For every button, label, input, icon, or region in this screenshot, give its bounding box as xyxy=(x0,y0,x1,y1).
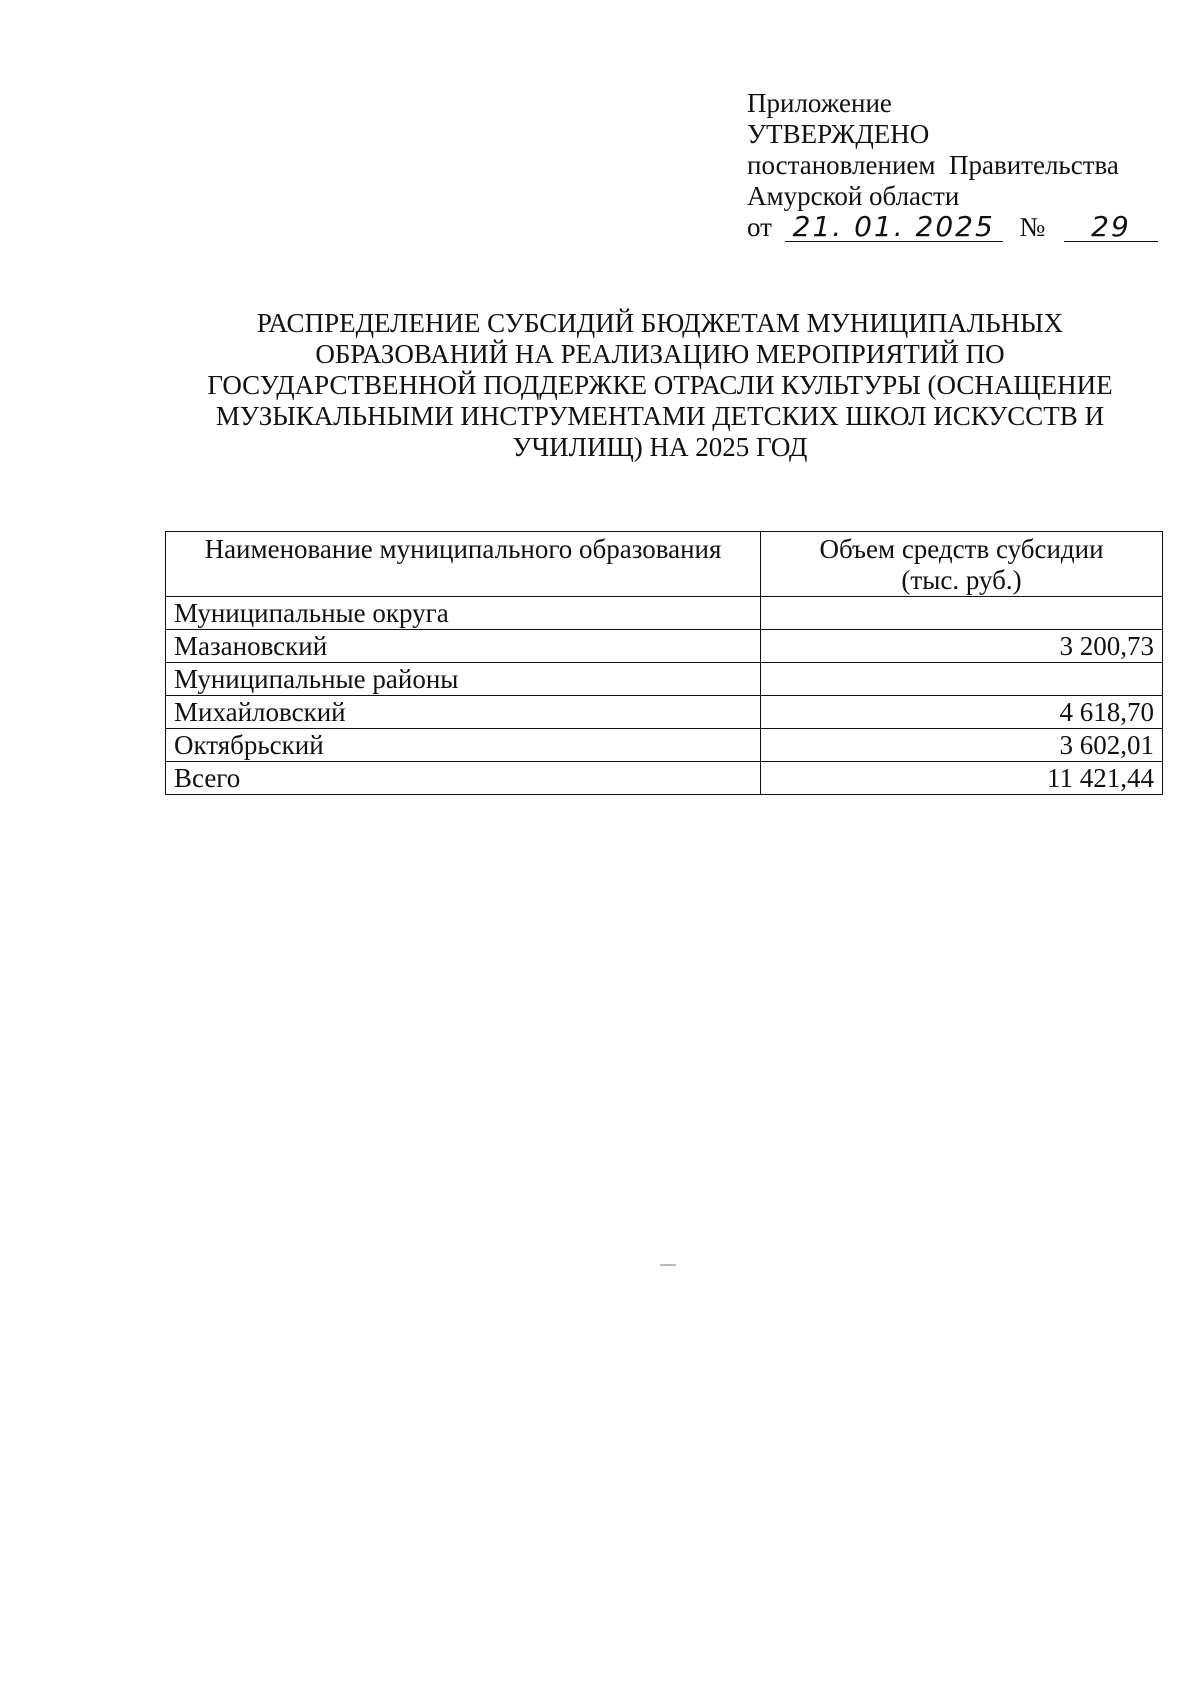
row-name: Мазановский xyxy=(166,630,761,663)
table-row xyxy=(166,630,1163,663)
header-amount-unit: (тыс. руб.) xyxy=(901,565,1022,595)
row-value xyxy=(761,597,1163,630)
title-line: РАСПРЕДЕЛЕНИЕ СУБСИДИЙ БЮДЖЕТАМ МУНИЦИПАЛЬНЫХ xyxy=(256,308,1064,338)
handwritten-number: 29 xyxy=(1064,213,1158,242)
approved-label: УТВЕРЖДЕНО xyxy=(747,119,930,149)
row-name: Муниципальные округа xyxy=(166,597,761,630)
title-line: МУЗЫКАЛЬНЫМИ ИНСТРУМЕНТАМИ ДЕТСКИХ ШКОЛ ИСКУССТВ И xyxy=(215,401,1105,431)
subsidy-table xyxy=(165,531,1163,795)
handwritten-date: 21. 01. 2025 xyxy=(785,213,1003,242)
region-label: Амурской области xyxy=(747,181,960,211)
header-municipality: Наименование муниципального образования xyxy=(166,532,761,597)
title-line: УЧИЛИЩ) НА 2025 ГОД xyxy=(512,432,808,462)
scan-speck xyxy=(660,1264,676,1266)
row-name: Михайловский xyxy=(166,696,761,729)
row-value: 4 618,70 xyxy=(761,696,1163,729)
table-row-total xyxy=(166,762,1163,795)
row-value: 3 602,01 xyxy=(761,729,1163,762)
row-name: Всего xyxy=(166,762,761,795)
table-row xyxy=(166,597,1163,630)
table-row xyxy=(166,696,1163,729)
row-name: Муниципальные районы xyxy=(166,663,761,696)
header-amount-line: Объем средств субсидии xyxy=(819,534,1104,564)
title-line: ОБРАЗОВАНИЙ НА РЕАЛИЗАЦИЮ МЕРОПРИЯТИЙ ПО xyxy=(315,339,1005,369)
appendix-label: Приложение xyxy=(747,88,892,118)
approval-block xyxy=(747,88,1158,243)
row-value: 3 200,73 xyxy=(761,630,1163,663)
date-number-line xyxy=(747,212,1158,243)
row-name: Октябрьский xyxy=(166,729,761,762)
number-label: № xyxy=(1019,212,1046,242)
header-amount xyxy=(761,532,1163,597)
document-title xyxy=(140,308,1180,463)
row-value xyxy=(761,663,1163,696)
row-value: 11 421,44 xyxy=(761,762,1163,795)
title-line: ГОСУДАРСТВЕННОЙ ПОДДЕРЖКЕ ОТРАСЛИ КУЛЬТУРЫ (ОСНАЩЕНИЕ xyxy=(207,370,1113,400)
table-row xyxy=(166,663,1163,696)
table-row xyxy=(166,729,1163,762)
table-header-row xyxy=(166,532,1163,597)
resolution-label: постановлением Правительства xyxy=(747,150,1119,180)
from-label: от xyxy=(747,212,772,242)
